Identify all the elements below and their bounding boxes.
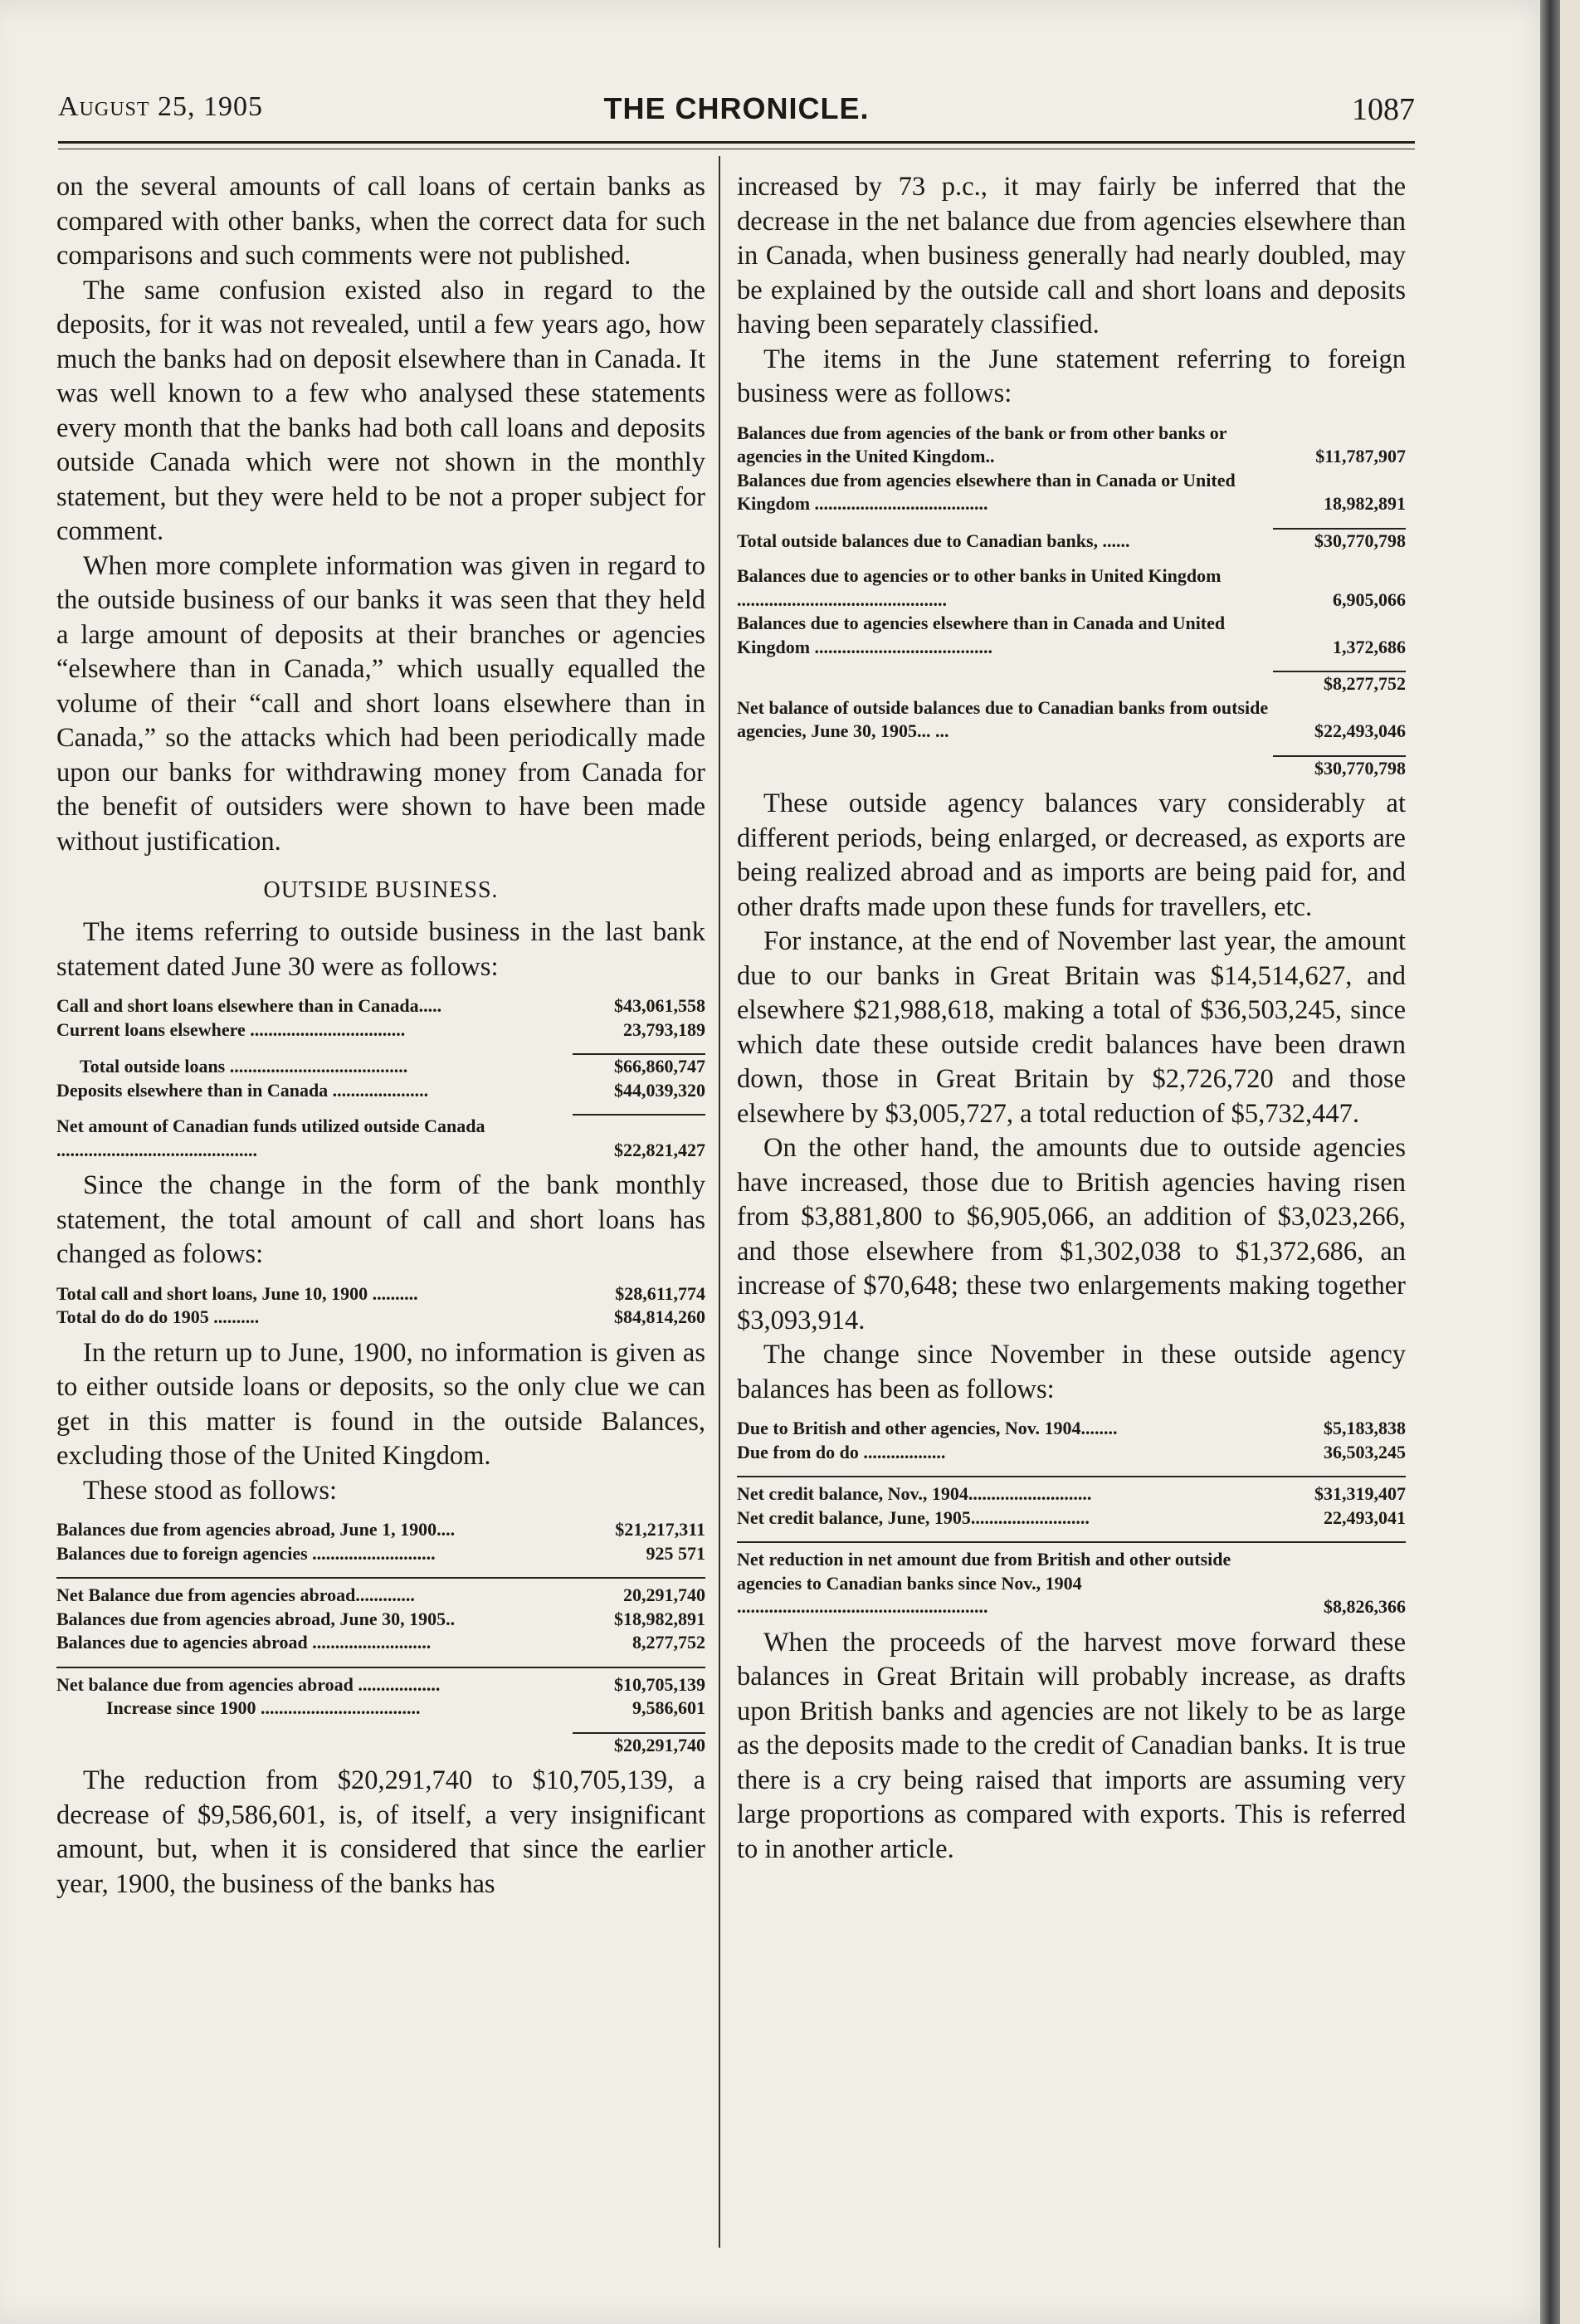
row-label: Due to British and other agencies, Nov. 1904........ [737, 1418, 1118, 1438]
row-amount: $22,821,427 [573, 1115, 705, 1162]
agency-change-table [737, 1417, 1406, 1619]
paragraph: The items in the June statement referring to foreign business were as follows: [737, 344, 1406, 408]
row-amount: $8,826,366 [1273, 1542, 1406, 1619]
paragraph: For instance, at the end of November last year, the amount due to our banks in Great Britain was $14,514,627, and elsewhere $21,988,618, making a total of $36,503,245, since which date these outside credit balances have been drawn down, those in Great Britain by $2,726,720 and those elsewhere by $3,005,727, a total reduction of $5,732,447. [737, 926, 1406, 1129]
row-label: Balances due to agencies abroad .......................... [56, 1632, 432, 1653]
row-label: Net Balance due from agencies abroad............. [56, 1578, 573, 1608]
publication-title: THE CHRONICLE. [603, 91, 870, 125]
table-row [737, 756, 1406, 781]
table-row [737, 612, 1406, 659]
table-row [56, 1306, 705, 1330]
table-row [56, 1518, 705, 1542]
paragraph: increased by 73 p.c., it may fairly be inferred that the decrease in the net balance due from agencies elsewhere than in Canada, when business generally had nearly doubled, may be explained by the outside call and short loans and deposits having been separately classified. [737, 172, 1406, 339]
table-row [56, 1608, 705, 1632]
paragraph: on the several amounts of call loans of certain banks as compared with other banks, when the correct data for such comparisons and such comments were not published. [56, 172, 705, 271]
table-row [56, 1697, 705, 1721]
row-amount: $28,611,774 [615, 1282, 705, 1304]
table-row [737, 529, 1406, 554]
page-header [58, 91, 1415, 141]
call-loans-table [56, 1282, 705, 1330]
issue-date: August 25, 1905 [58, 91, 264, 122]
foreign-business-table [737, 422, 1406, 781]
table-row [737, 1417, 1406, 1441]
paragraph: On the other hand, the amounts due to outside agencies have increased, those due to British agencies having risen from $3,881,800 to $6,905,066, an addition of $3,023,266, and those elsewhere from $1,302,038 to $1,372,686, an increase of $70,648; these two enlargements making together $3,093,914. [737, 1133, 1406, 1335]
row-amount: $10,705,139 [573, 1667, 705, 1697]
row-amount: $31,319,407 [1273, 1477, 1406, 1506]
row-amount: 925 571 [646, 1542, 705, 1564]
row-amount: $22,493,046 [1314, 720, 1406, 741]
paragraph: These stood as follows: [83, 1475, 338, 1506]
table-row [56, 1079, 705, 1103]
row-amount: 8,277,752 [632, 1632, 705, 1653]
paragraph: When the proceeds of the harvest move forward these balances in Great Britain will probably increase, as drafts upon British banks and agencies are not likely to be as large as the deposits made to the credit of Canadian banks. It is true there is a cry being raised that imports are assuming very large proportions as compared with exports. This is referred to in another article. [737, 1627, 1406, 1864]
paragraph: In the return up to June, 1900, no information is given as to either outside loans or deposits, so the only clue we can get in this matter is found in the outside Balances, excluding those of the United Kingdom. [56, 1337, 705, 1471]
table-row [737, 422, 1406, 469]
row-amount: $30,770,798 [1273, 529, 1406, 554]
paragraph: The items referring to outside business in the last bank statement dated June 30 were as follows: [56, 917, 705, 982]
row-label: Net reduction in net amount due from British and other outside agencies to Canadian banks since Nov., 1904 ....................................................... [737, 1542, 1273, 1619]
column-divider [719, 156, 720, 2248]
table-row [56, 1018, 705, 1042]
row-amount: 6,905,066 [1333, 588, 1406, 610]
table-row [737, 696, 1406, 744]
table-row [737, 1477, 1406, 1506]
table-row [56, 1542, 705, 1566]
row-label: Net balance of outside balances due to Canadian banks from outside agencies, June 30, 1905... ... [737, 696, 1269, 741]
row-amount: $66,860,747 [573, 1054, 705, 1079]
table-row [737, 564, 1406, 612]
row-label: Balances due from agencies elsewhere than in Canada or United Kingdom ...................................... [737, 469, 1236, 514]
table-row [737, 469, 1406, 516]
row-amount: $44,039,320 [614, 1079, 705, 1101]
row-label: Balances due to agencies or to other banks in United Kingdom .............................................. [737, 565, 1222, 610]
paragraph: The same confusion existed also in regard to the deposits, for it was not revealed, until a few years ago, how much the banks had on deposit elsewhere than in Canada. It was well known to a few who analysed these statements every month that the banks had both call loans and deposits outside Canada which were not shown in the monthly statement, but they were held to be not a proper subject for comment. [56, 275, 705, 546]
table-row [56, 1115, 705, 1162]
row-amount: $8,277,752 [1273, 671, 1406, 696]
row-label: Due from do do .................. [737, 1441, 946, 1462]
row-amount: 18,982,891 [1324, 493, 1406, 514]
row-amount: 9,586,601 [632, 1697, 705, 1718]
row-amount: 23,793,189 [623, 1018, 705, 1040]
paragraph: Since the change in the form of the bank monthly statement, the total amount of call and short loans has changed as folows: [56, 1170, 705, 1269]
row-label: Balances due to agencies elsewhere than in Canada and United Kingdom ....................................... [737, 613, 1226, 657]
row-label: Balances due from agencies abroad, June 1, 1900.... [56, 1519, 456, 1540]
row-label: Net balance due from agencies abroad .................. [56, 1667, 573, 1697]
row-label: Current loans elsewhere .................................. [56, 1018, 406, 1040]
row-label: Call and short loans elsewhere than in Canada..... [56, 995, 442, 1016]
table-row [56, 1733, 705, 1758]
row-label: Balances due to foreign agencies ........................... [56, 1542, 436, 1564]
row-amount: $20,291,740 [573, 1733, 705, 1758]
page-number: 1087 [1352, 92, 1415, 127]
table-row [737, 1542, 1406, 1619]
row-amount: $30,770,798 [1273, 756, 1406, 781]
row-amount: $84,814,260 [614, 1306, 705, 1327]
table-row [56, 1631, 705, 1655]
row-label: Increase since 1900 ................................... [106, 1697, 421, 1718]
row-amount: $21,217,311 [615, 1519, 705, 1540]
row-label: Net amount of Canadian funds utilized outside Canada ............................................ [56, 1116, 485, 1160]
table-row [56, 994, 705, 1018]
paragraph: When more complete information was given in regard to the outside business of our banks it was seen that they held a large amount of deposits at their branches or agencies “elsewhere than in Canada,” which usually equalled the volume of their “call and short loans elsewhere than in Canada,” so the attacks which had been periodically made upon our banks for withdrawing money from Canada for the benefit of outsiders were shown to have been made without justification. [56, 550, 705, 857]
row-amount: 36,503,245 [1324, 1441, 1406, 1462]
table-row [56, 1054, 705, 1079]
row-amount: 22,493,041 [1324, 1506, 1406, 1528]
table-row [737, 671, 1406, 696]
right-column [737, 170, 1406, 1867]
row-amount: $18,982,891 [614, 1608, 705, 1629]
agency-balances-table [56, 1518, 705, 1757]
section-heading: OUTSIDE BUSINESS. [263, 877, 499, 903]
outside-loans-table [56, 994, 705, 1162]
table-row [56, 1667, 705, 1697]
row-amount: $11,787,907 [1315, 446, 1406, 466]
row-amount: 1,372,686 [1333, 636, 1406, 657]
table-row [56, 1578, 705, 1608]
left-column [56, 170, 705, 1902]
table-row [737, 1441, 1406, 1465]
paragraph: The change since November in these outside agency balances has been as follows: [737, 1340, 1406, 1404]
header-rule [58, 141, 1415, 144]
paragraph: These outside agency balances vary considerably at different periods, being enlarged, or decreased, as exports are being realized abroad and as imports are being paid for, and other drafts made upon these funds for travellers, etc. [737, 788, 1406, 922]
row-label: Total do do do 1905 .......... [56, 1306, 260, 1327]
paragraph: The reduction from $20,291,740 to $10,705,139, a decrease of $9,586,601, is, of itself, a very insignificant amount, but, when it is considered that since the earlier year, 1900, the business of the banks has [56, 1765, 705, 1899]
row-amount: 20,291,740 [573, 1578, 705, 1608]
row-label: Total outside loans ....................................... [80, 1056, 408, 1077]
table-row [737, 1506, 1406, 1531]
row-label: Balances due from agencies of the bank or from other banks or agencies in the United Kingdom.. [737, 422, 1227, 466]
row-amount: $43,061,558 [614, 995, 705, 1016]
row-label: Total outside balances due to Canadian banks, ...... [737, 530, 1130, 551]
row-label: Total call and short loans, June 10, 1900 .......... [56, 1282, 418, 1304]
row-label: Net credit balance, Nov., 1904........................... [737, 1477, 1273, 1506]
table-row [56, 1282, 705, 1306]
row-label: Deposits elsewhere than in Canada ..................... [56, 1079, 429, 1101]
row-label: Net credit balance, June, 1905.......................... [737, 1506, 1090, 1528]
row-amount: $5,183,838 [1324, 1418, 1406, 1438]
row-label: Balances due from agencies abroad, June 30, 1905.. [56, 1608, 456, 1629]
page-edge [1540, 0, 1560, 2324]
